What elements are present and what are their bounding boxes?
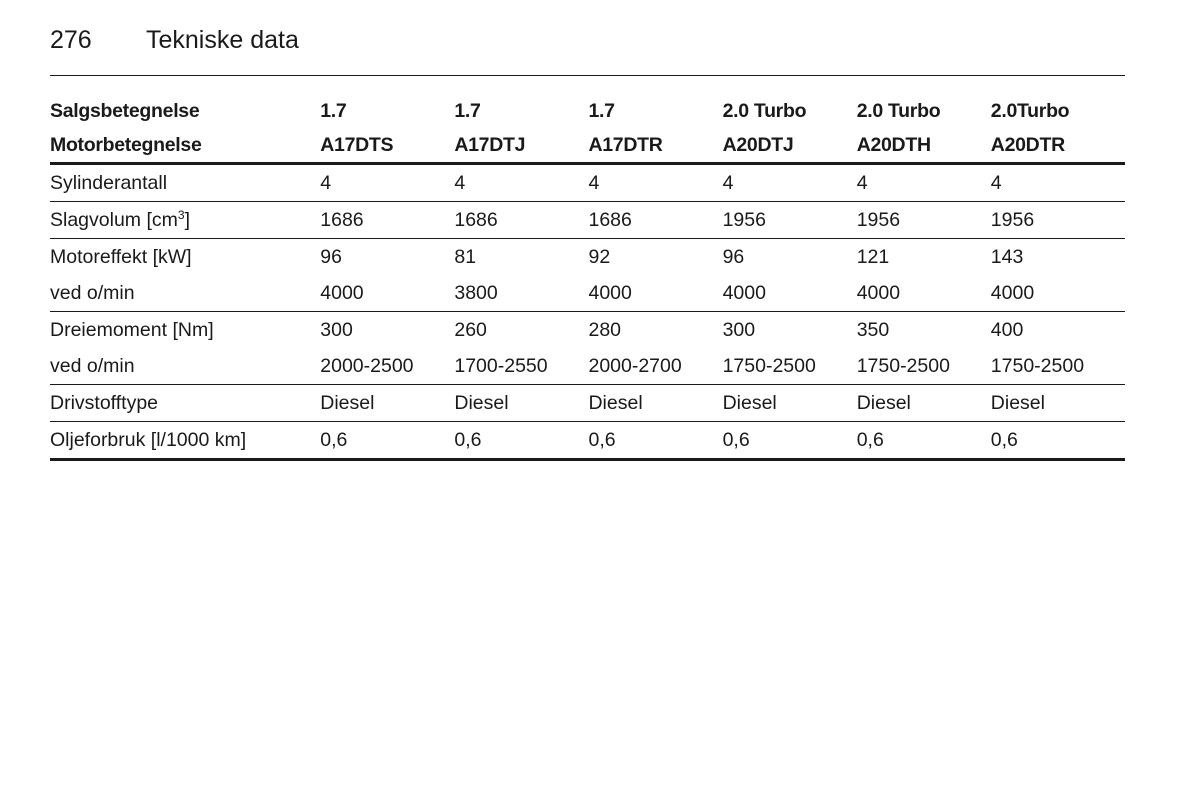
engine-designation-cell: A17DTR [588, 128, 722, 164]
table-cell: 0,6 [723, 422, 857, 460]
table-row [50, 348, 1125, 385]
table-cell: 4 [723, 164, 857, 202]
table-cell: 4 [320, 164, 454, 202]
table-cell: 1956 [991, 202, 1125, 239]
row-label [50, 422, 320, 460]
row-label-text: Slagvolum [cm [50, 208, 178, 231]
table-cell: 96 [722, 245, 745, 268]
table-cell: Diesel [320, 385, 454, 422]
table-cell: 1700-2550 [454, 348, 588, 385]
table-cell: 92 [588, 245, 611, 268]
page-number: 276 [50, 26, 92, 54]
header-rule [50, 75, 1125, 76]
table-row [50, 164, 1125, 202]
table-cell: 1686 [588, 202, 722, 239]
table-row [50, 275, 1125, 312]
engine-designation-cell: A17DTS [320, 128, 454, 164]
row-label [50, 385, 320, 422]
table-cell: 0,6 [588, 422, 722, 460]
table-cell: 4 [991, 164, 1125, 202]
table-cell: 1686 [320, 202, 454, 239]
table-row [50, 385, 1125, 422]
table-row [50, 422, 1125, 460]
table-cell: 3800 [454, 275, 588, 312]
engine-designation-cell: A20DTJ [723, 128, 857, 164]
table-cell: 2000-2700 [588, 348, 722, 385]
table-cell: 121 [856, 245, 890, 268]
table-cell: 4 [588, 164, 722, 202]
table-cell: 4000 [991, 275, 1125, 312]
table-cell: 1956 [723, 202, 857, 239]
table-cell: 4000 [723, 275, 857, 312]
table-row [50, 202, 1125, 239]
table-cell: 4 [454, 164, 588, 202]
table-cell: 400 [990, 318, 1024, 341]
table-cell: 1750-2500 [723, 348, 857, 385]
table-row [50, 239, 1125, 276]
row-label-text: Sylinderantall [50, 171, 168, 194]
table-cell: Diesel [454, 385, 588, 422]
table-row [50, 312, 1125, 349]
table-cell: 4000 [857, 275, 991, 312]
row-label-text: Oljeforbruk [l/1000 km] [50, 428, 247, 451]
row-label [50, 164, 320, 202]
row-label [50, 348, 320, 385]
sales-designation-cell: 2.0 Turbo [856, 99, 941, 122]
table-cell: 300 [722, 318, 756, 341]
row-label-suffix: ] [184, 208, 190, 231]
row-label [50, 239, 320, 276]
table-cell: 1750-2500 [991, 348, 1125, 385]
row-label-text: ved o/min [50, 281, 135, 304]
table-cell: Diesel [723, 385, 857, 422]
table-cell: Diesel [991, 385, 1125, 422]
table-cell: 4 [857, 164, 991, 202]
sales-designation-cell: 2.0 Turbo [722, 99, 807, 122]
table-cell: Diesel [857, 385, 991, 422]
row-label [50, 275, 320, 312]
sales-designation-cell: 1.7 [588, 99, 615, 122]
row-label [50, 312, 320, 349]
engine-spec-table [50, 94, 1125, 461]
page-header [50, 24, 1125, 58]
sales-designation-cell: 1.7 [454, 99, 481, 122]
table-cell: 0,6 [454, 422, 588, 460]
table-cell: 0,6 [320, 422, 454, 460]
row-label-text: Drivstofftype [50, 391, 159, 414]
table-cell: 4000 [588, 275, 722, 312]
table-cell: 280 [588, 318, 622, 341]
table-cell: Diesel [588, 385, 722, 422]
table-cell: 260 [454, 318, 487, 341]
table-cell: 0,6 [857, 422, 991, 460]
table-cell: 350 [856, 318, 890, 341]
row-label-text: Motoreffekt [kW] [50, 245, 192, 268]
sales-designation-cell: 2.0Turbo [990, 99, 1070, 122]
table-cell: 143 [990, 245, 1024, 268]
table-cell: 300 [320, 318, 353, 341]
sales-designation-cell: 1.7 [320, 99, 347, 122]
table-cell: 0,6 [991, 422, 1125, 460]
table-cell: 81 [454, 245, 477, 268]
sales-designation-label: Salgsbetegnelse [50, 99, 200, 122]
row-label-superscript: 3 [177, 207, 185, 222]
table-cell: 1956 [857, 202, 991, 239]
engine-designation-cell: A17DTJ [454, 128, 588, 164]
table-cell: 1750-2500 [857, 348, 991, 385]
table-cell: 4000 [320, 275, 454, 312]
row-label-text: Dreiemoment [Nm] [50, 318, 214, 341]
table-cell: 2000-2500 [320, 348, 454, 385]
row-label-text: ved o/min [50, 354, 135, 377]
sales-designation-row [50, 94, 1125, 128]
engine-designation-cell: A20DTR [991, 128, 1125, 164]
engine-designation-row [50, 128, 1125, 164]
table-cell: 96 [320, 245, 342, 268]
row-label [50, 202, 320, 239]
engine-designation-label: Motorbetegnelse [50, 128, 320, 164]
page-title: Tekniske data [146, 26, 299, 54]
table-cell: 1686 [454, 202, 588, 239]
engine-designation-cell: A20DTH [857, 128, 991, 164]
